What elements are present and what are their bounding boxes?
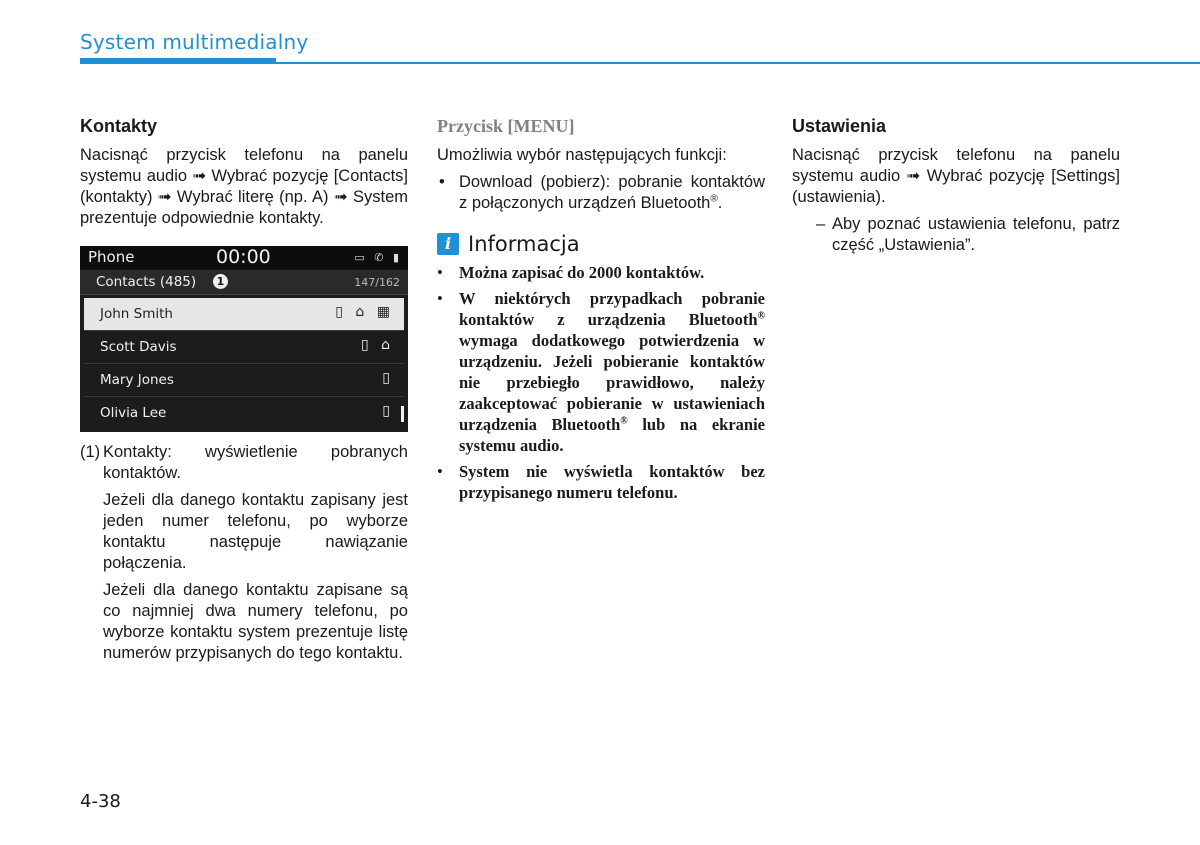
screen-top-bar [80,246,408,270]
info-item [437,262,765,283]
info-item [437,461,765,503]
note-number: (1) [80,443,101,461]
column-settings [792,116,1120,256]
contact-type-icons: ▯ ⌂ ▦ [335,304,394,320]
note-paragraph-2: Jeżeli dla danego kontaktu zapisane są co najmniej dwa numery telefonu, po wyborze kontaktu system prezentuje listę numerów przypisanych do tego kontaktu. [103,581,408,662]
callout-marker: 1 [213,274,228,289]
contact-type-icons: ▯ [382,403,394,419]
menu-intro: Umożliwia wybór następujących funkcji: [437,146,727,164]
page-count: 147/162 [354,276,400,289]
contact-row [84,397,404,429]
figure-note [80,442,408,484]
contacts-bar [80,270,408,295]
column-contacts [80,116,408,664]
contacts-count-label: Contacts (485) [96,274,197,290]
header-rule [80,62,1200,64]
note-paragraph-1: Jeżeli dla danego kontaktu zapisany jest jeden numer telefonu, po wyborze kontaktu następuje nawiązanie połączenia. [103,491,408,572]
contact-name: Scott Davis [100,339,177,355]
contact-name: Olivia Lee [100,405,167,421]
contact-row [84,298,404,331]
bullet-dot: • [439,173,445,191]
registered-mark: ® [710,193,718,205]
settings-dash-item [792,214,1120,256]
screen-scrollbar [401,406,404,422]
contact-type-icons: ▯ [382,370,394,386]
info-text: System nie wyświetla kontaktów bez przypisanego numeru telefonu. [459,462,765,502]
registered-mark: ® [757,310,765,322]
menu-bullet-download [437,172,765,214]
info-header [437,232,765,256]
bullet-dot: • [437,289,443,308]
column-menu [437,116,765,503]
info-text: W niektórych przypadkach pobranie kontaktów z urządzenia Bluetooth [459,289,765,329]
section-title: System multimedialny [80,30,309,54]
registered-mark: ® [620,415,628,427]
info-text: Można zapisać do 2000 kontaktów. [459,263,705,282]
contact-type-icons: ▯ ⌂ [360,337,394,353]
dash-text: Aby poznać ustawienia telefonu, patrz część „Ustawienia”. [832,215,1120,254]
screen-clock: 00:00 [216,246,271,268]
phone-screen-image [80,246,408,432]
menu-heading: Przycisk [MENU] [437,116,575,136]
bullet-end: . [717,194,723,212]
contact-name: Mary Jones [100,372,174,388]
contacts-intro: Nacisnąć przycisk telefonu na panelu systemu audio ➟ Wybrać pozycję [Contacts] (kontakty) ➟ Wybrać literę (np. A) ➟ System prezentuje odpowiednie kontakty. [80,146,408,227]
contact-name: John Smith [100,306,173,322]
screen-app-label: Phone [88,248,135,266]
settings-heading: Ustawienia [792,116,887,136]
info-item [437,288,765,456]
settings-intro: Nacisnąć przycisk telefonu na panelu systemu audio ➟ Wybrać pozycję [Settings] (ustawienia). [792,146,1120,206]
bullet-dot: • [437,263,443,282]
bullet-dot: • [437,462,443,481]
info-title: Informacja [468,232,580,256]
contacts-heading: Kontakty [80,116,158,136]
info-text: lub na ekranie systemu audio. [459,415,765,455]
status-icons: ▭ ✆ ▮ [354,251,402,264]
page-number: 4-38 [80,791,121,812]
note-text: Kontakty: wyświetlenie pobranych kontaktów. [103,443,408,482]
bullet-text: Download (pobierz): pobranie kontaktów z połączonych urządzeń Bluetooth [459,173,765,212]
info-text: wymaga dodatkowego potwierdzenia w urządzeniu. Jeżeli pobieranie kontaktów nie przebiegło prawidłowo, należy zaakceptować pobieranie w ustawieniach urządzenia Bluetooth [459,331,765,434]
dash-marker: – [816,215,826,233]
info-icon: i [437,233,459,255]
contact-row [84,331,404,364]
contact-row [84,364,404,397]
